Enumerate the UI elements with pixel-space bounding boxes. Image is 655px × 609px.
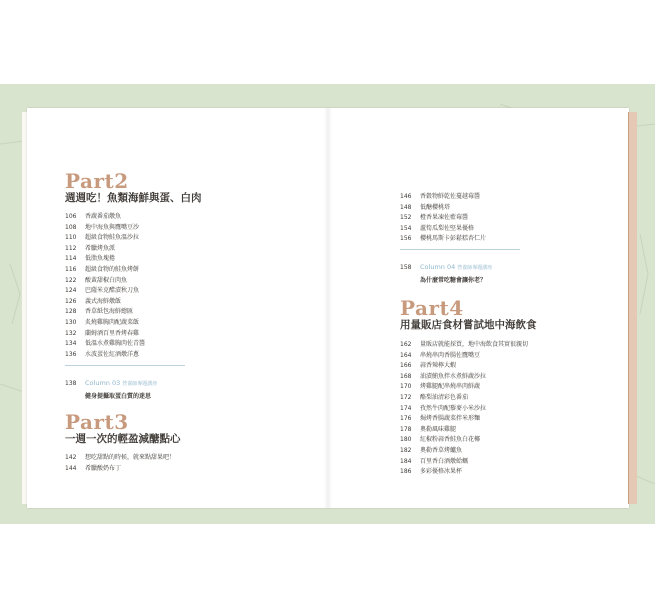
toc-title: 多彩優格冰果杯 <box>420 468 463 476</box>
toc-title: 低脂魚塊捲 <box>85 255 116 263</box>
toc-item[interactable] <box>65 212 145 223</box>
toc-title: 奧勒香草烤鱸魚 <box>420 446 463 454</box>
toc-page-number: 180 <box>400 436 412 444</box>
toc-page-number: 128 <box>65 308 77 316</box>
column-page-number: 138 <box>65 380 77 387</box>
toc-item[interactable] <box>400 224 486 235</box>
part3-subtitle: 一週一次的輕盈減醣點心 <box>65 433 181 445</box>
toc-page-number: 126 <box>65 297 77 305</box>
toc-item[interactable] <box>400 203 486 214</box>
toc-item[interactable] <box>400 340 528 351</box>
part3-heading: Part3 <box>65 410 129 434</box>
column-tag-label: 營養師專題講座 <box>122 381 158 387</box>
toc-title: 炙燒雞胸肉配蔬菜飯 <box>85 318 140 326</box>
toc-page-number: 116 <box>65 265 77 273</box>
toc-item[interactable] <box>400 351 528 362</box>
toc-page-number: 106 <box>65 213 77 220</box>
part4-heading: Part4 <box>400 296 464 320</box>
toc-item[interactable] <box>65 350 145 361</box>
toc-page-number: 174 <box>400 404 412 412</box>
toc-page-number: 162 <box>400 341 412 348</box>
toc-page-number: 184 <box>400 457 412 465</box>
toc-page-number: 148 <box>400 203 412 211</box>
toc-page-number: 178 <box>400 425 412 433</box>
toc-item[interactable] <box>65 265 145 276</box>
toc-item[interactable] <box>65 297 145 308</box>
toc-page-number: 166 <box>400 362 412 370</box>
toc-item[interactable] <box>65 254 145 265</box>
toc-title: 想吃甜點的時候，就來點甜果吧！ <box>85 454 176 461</box>
toc-title: 超級食物的鮭魚烤餅 <box>85 265 140 273</box>
toc-page-number: 182 <box>400 446 412 454</box>
toc-item[interactable] <box>65 223 145 234</box>
part3-toc-list <box>65 453 175 474</box>
book-gutter <box>324 108 332 508</box>
toc-page-number: 164 <box>400 351 412 359</box>
toc-item[interactable] <box>400 435 528 446</box>
toc-title: 串燒串肉香腸佐鷹嘴豆 <box>420 351 481 359</box>
toc-page-number: 134 <box>65 340 77 348</box>
toc-title: 酸黃甜椒白肉魚 <box>85 276 128 284</box>
toc-item[interactable] <box>65 286 145 297</box>
toc-page-number: 144 <box>65 464 77 472</box>
toc-page-number: 108 <box>65 223 77 231</box>
toc-title: 奧勒風味雞腿 <box>420 425 457 433</box>
toc-title: 義式海鮮燉飯 <box>85 297 122 305</box>
toc-item[interactable] <box>400 234 486 245</box>
toc-page-number: 170 <box>400 383 412 391</box>
toc-title: 低溫水煮雞胸肉佐青醬 <box>85 340 146 348</box>
column-tag: Column 03 <box>85 379 121 387</box>
toc-item[interactable] <box>65 244 145 255</box>
toc-title: 香蔬番茄燉魚 <box>85 213 122 220</box>
toc-title: 量販店就能採買，地中海飲食其實很親切 <box>420 341 529 348</box>
toc-item[interactable] <box>400 192 486 203</box>
column-title: 健身提攝取蛋白質的迷思 <box>85 393 152 400</box>
toc-title: 橙香果凍佐藍莓醬 <box>420 214 469 222</box>
toc-title: 超級食物鮭魚溫沙拉 <box>85 234 140 242</box>
toc-title: 香穀物鮮乾佐蔓越莓醬 <box>420 193 481 200</box>
toc-title: 烤雞腿配串燒串肉鮮蔬 <box>420 383 481 391</box>
toc-title: 百里香白酒燉蛤蠣 <box>420 457 469 465</box>
toc-page-number: 124 <box>65 287 77 295</box>
right-top-toc-list <box>400 192 486 245</box>
toc-title: 油漬鮪魚拌水煮鮮蔬沙拉 <box>420 372 487 380</box>
open-book <box>22 108 637 508</box>
toc-item[interactable] <box>65 307 145 318</box>
column-page-number: 158 <box>400 264 412 271</box>
toc-title: 櫻桃馬斯卡彭鬆糕杏仁片 <box>420 235 487 243</box>
toc-title: 蘭姆酒百里香烤春雞 <box>85 329 140 337</box>
toc-item[interactable] <box>65 453 175 464</box>
column-divider <box>400 249 520 250</box>
toc-title: 蒜香辣檸大蝦 <box>420 362 457 370</box>
toc-page-number: 168 <box>400 372 412 380</box>
toc-item[interactable] <box>400 404 528 415</box>
toc-title: 紅椒粉蒜香鮭魚白花椰 <box>420 436 481 444</box>
toc-item[interactable] <box>65 318 145 329</box>
toc-item[interactable] <box>400 457 528 468</box>
column-tag: Column 04 <box>420 263 456 271</box>
toc-title: 地中海魚與鷹嘴豆沙 <box>85 223 140 231</box>
toc-page-number: 146 <box>400 193 412 200</box>
toc-item[interactable] <box>65 329 145 340</box>
column-04-entry[interactable] <box>400 254 492 284</box>
part2-toc-list <box>65 212 145 360</box>
toc-page-number: 154 <box>400 224 412 232</box>
toc-page-number: 132 <box>65 329 77 337</box>
part4-toc-list <box>400 340 528 478</box>
toc-item[interactable] <box>400 361 528 372</box>
toc-page-number: 130 <box>65 318 77 326</box>
toc-item[interactable] <box>65 233 145 244</box>
toc-item[interactable] <box>400 467 528 478</box>
toc-item[interactable] <box>400 414 528 425</box>
part2-heading: Part2 <box>65 169 129 193</box>
right-page-edge <box>628 112 637 504</box>
toc-item[interactable] <box>400 382 528 393</box>
toc-title: 酪梨油清彩色番茄 <box>420 393 469 401</box>
toc-page-number: 114 <box>65 255 77 263</box>
toc-page-number: 172 <box>400 393 412 401</box>
toc-item[interactable] <box>400 425 528 436</box>
toc-page-number: 110 <box>65 234 77 242</box>
toc-item[interactable] <box>400 446 528 457</box>
toc-page-number: 122 <box>65 276 77 284</box>
column-03-entry[interactable] <box>65 370 157 400</box>
book-spread <box>27 108 629 508</box>
part2-subtitle: 週週吃！魚類海鮮與蛋、白肉 <box>65 192 202 204</box>
toc-item[interactable] <box>400 372 528 383</box>
part4-subtitle: 用量販店食材嘗試地中海飲食 <box>400 319 537 331</box>
toc-title: 希臘酸奶布丁 <box>85 464 122 472</box>
toc-page-number: 142 <box>65 454 77 461</box>
toc-title: 巴薩米克醋漬秋刀魚 <box>85 287 140 295</box>
toc-item[interactable] <box>400 393 528 404</box>
toc-title: 孜然牛肉配藜麥小米沙拉 <box>420 404 487 412</box>
toc-title: 希臘烤魚派 <box>85 244 116 252</box>
toc-page-number: 176 <box>400 415 412 423</box>
toc-title: 蘆筍瓜梨佐堅果優格 <box>420 224 475 232</box>
toc-item[interactable] <box>65 464 175 475</box>
toc-title: 水波蛋佐紅酒燉洋蔥 <box>85 350 140 358</box>
toc-page-number: 152 <box>400 214 412 222</box>
toc-page-number: 136 <box>65 350 77 358</box>
toc-page-number: 156 <box>400 235 412 243</box>
column-title: 為什麼常吃糖會讓你老？ <box>420 277 487 284</box>
toc-item[interactable] <box>65 276 145 287</box>
toc-page-number: 186 <box>400 468 412 476</box>
column-tag-label: 營養師專題講座 <box>457 265 493 271</box>
toc-item[interactable] <box>400 213 486 224</box>
column-divider <box>65 365 185 366</box>
toc-title: 香草紙包海鮮總匯 <box>85 308 134 316</box>
toc-title: 低醣櫻桃塔 <box>420 203 451 211</box>
toc-item[interactable] <box>65 339 145 350</box>
toc-page-number: 112 <box>65 244 77 252</box>
toc-title: 焗烤香腸蔬菜拌米形麵 <box>420 415 481 423</box>
